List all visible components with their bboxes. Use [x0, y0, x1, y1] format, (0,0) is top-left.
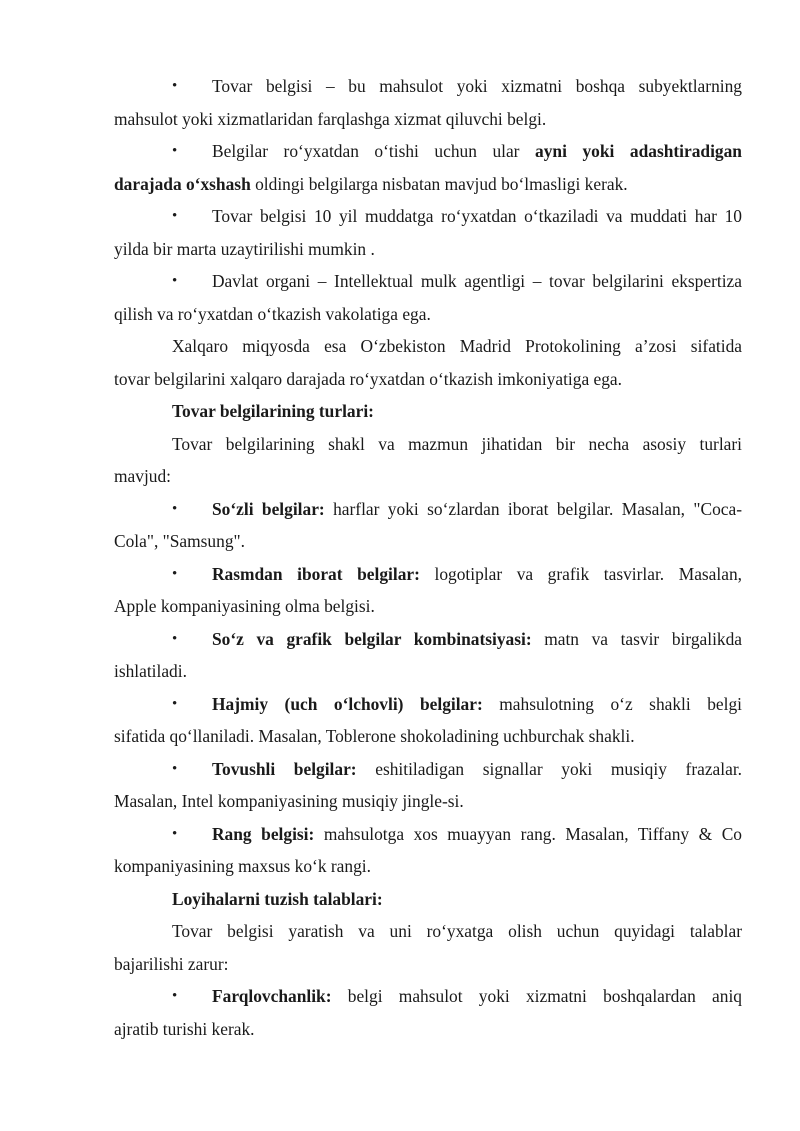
bullet-text: ishlatiladi.	[114, 661, 187, 681]
bullet-text: mahsulotning o‘z shakli belgi	[482, 693, 743, 714]
paragraph-line-continuation: mavjud:	[114, 466, 171, 486]
bullet-text: Tovar belgisi – bu mahsulot yoki xizmatni boshqa subyektlarning	[212, 76, 742, 96]
bullet-text: Belgilar ro‘yxatdan o‘tishi uchun ular	[212, 141, 536, 161]
bullet-text: harflar yoki so‘zlardan iborat belgilar. Masalan, "Coca-	[324, 498, 742, 519]
bullet-marker: •	[172, 630, 178, 647]
bullet-marker: •	[172, 143, 178, 159]
bullet-text: oldingi belgilarga nisbatan mavjud bo‘lmasligi kerak.	[250, 173, 628, 194]
bullet-text: qilish va ro‘yxatdan o‘tkazish vakolatiga ega.	[114, 303, 431, 324]
bullet-marker: •	[172, 760, 178, 777]
bullet-bold-text: Rang belgisi:	[212, 823, 315, 844]
paragraph-line-continuation: bajarilishi zarur:	[114, 953, 229, 974]
bullet-item	[114, 623, 742, 688]
bullet-line-first	[114, 558, 742, 591]
bullet-line-continuation	[114, 525, 742, 558]
bullet-marker: •	[172, 78, 178, 94]
paragraph-line-first: Xalqaro miqyosda esa O‘zbekiston Madrid Protokolining a’zosi sifatida	[172, 336, 742, 356]
bullet-line-first	[114, 980, 742, 1013]
bullet-line-first	[114, 135, 742, 168]
bullet-item	[114, 200, 742, 265]
bullet-marker: •	[172, 825, 178, 842]
paragraph-line-first: Tovar belgisi yaratish va uni ro‘yxatga olish uchun quyidagi talablar	[172, 921, 742, 941]
bullet-line-first	[114, 493, 742, 526]
bullet-item	[114, 493, 742, 558]
bullet-line-continuation	[114, 850, 742, 883]
bullet-marker: •	[172, 565, 178, 582]
bullet-text: Davlat organi – Intellektual mulk agentligi – tovar belgilarini ekspertiza	[212, 271, 742, 291]
bullet-line-continuation	[114, 1013, 742, 1046]
bullet-item	[114, 135, 742, 200]
bullet-item	[114, 688, 742, 753]
bullet-text: sifatida qo‘llaniladi. Masalan, Toblerone shokoladining uchburchak shakli.	[114, 726, 635, 746]
bullet-line-continuation	[114, 720, 742, 753]
paragraph-line-continuation: tovar belgilarini xalqaro darajada ro‘yxatdan o‘tkazish imkoniyatiga ega.	[114, 368, 622, 389]
bullet-marker: •	[172, 208, 178, 224]
bullet-line-first	[114, 265, 742, 298]
bullet-line-continuation	[114, 785, 742, 818]
bullet-marker: •	[172, 695, 178, 712]
bullet-marker: •	[172, 273, 178, 289]
bullet-text: mahsulot yoki xizmatlaridan farqlashga xizmat qiluvchi belgi.	[114, 108, 547, 129]
bullet-text: yilda bir marta uzaytirilishi mumkin .	[114, 238, 375, 259]
bullet-line-first	[114, 623, 742, 656]
bullet-bold-text: Tovushli belgilar:	[212, 758, 357, 779]
bullet-line-first	[114, 818, 742, 851]
bullet-text: mahsulotga xos muayyan rang. Masalan, Tiffany & Co	[314, 823, 742, 844]
document-page	[114, 70, 742, 1045]
bullet-text: ajratib turishi kerak.	[114, 1018, 255, 1039]
paragraph	[114, 330, 742, 395]
bullet-item	[114, 753, 742, 818]
bullet-text: belgi mahsulot yoki xizmatni boshqalardan aniq	[331, 986, 742, 1006]
bullet-line-first	[114, 70, 742, 103]
bullet-item	[114, 818, 742, 883]
bullet-line-continuation	[114, 298, 742, 331]
section-heading: Loyihalarni tuzish talablari:	[172, 888, 383, 909]
bullet-line-first	[114, 200, 742, 233]
bullet-item	[114, 70, 742, 135]
bullet-line-first	[114, 753, 742, 786]
bullet-item	[114, 558, 742, 623]
bullet-line-continuation	[114, 590, 742, 623]
section-heading: Tovar belgilarining turlari:	[172, 401, 374, 421]
bullet-text: logotiplar va grafik tasvirlar. Masalan,	[419, 563, 742, 584]
bullet-bold-text: Farqlovchanlik:	[212, 986, 332, 1006]
bullet-line-continuation	[114, 168, 742, 201]
bullet-bold-text: ayni yoki adashtiradigan	[535, 141, 742, 161]
bullet-text: Apple kompaniyasining olma belgisi.	[114, 596, 375, 616]
bullet-bold-text: Hajmiy (uch o‘lchovli) belgilar:	[212, 693, 483, 714]
bullet-text: kompaniyasining maxsus ko‘k rangi.	[114, 856, 371, 876]
bullet-line-continuation	[114, 233, 742, 266]
bullet-text: Masalan, Intel kompaniyasining musiqiy jingle-si.	[114, 791, 464, 811]
bullet-bold-text: darajada o‘xshash	[114, 173, 251, 194]
bullet-marker: •	[172, 988, 178, 1004]
bullet-text: Tovar belgisi 10 yil muddatga ro‘yxatdan o‘tkaziladi va muddati har 10	[212, 206, 742, 226]
paragraph-line-first: Tovar belgilarining shakl va mazmun jihatidan bir necha asosiy turlari	[172, 433, 742, 454]
bullet-marker: •	[172, 500, 178, 517]
bullet-item	[114, 980, 742, 1045]
bullet-text: Cola", "Samsung".	[114, 531, 245, 551]
bullet-bold-text: So‘zli belgilar:	[212, 498, 325, 519]
bullet-text: eshitiladigan signallar yoki musiqiy frazalar.	[356, 758, 742, 779]
bullet-line-continuation	[114, 103, 742, 136]
bullet-item	[114, 265, 742, 330]
bullet-text: matn va tasvir birgalikda	[531, 628, 743, 649]
bullet-bold-text: So‘z va grafik belgilar kombinatsiyasi:	[212, 628, 532, 649]
paragraph	[114, 915, 742, 980]
bullet-line-continuation	[114, 655, 742, 688]
bullet-line-first	[114, 688, 742, 721]
bullet-bold-text: Rasmdan iborat belgilar:	[212, 563, 420, 584]
paragraph	[114, 428, 742, 493]
